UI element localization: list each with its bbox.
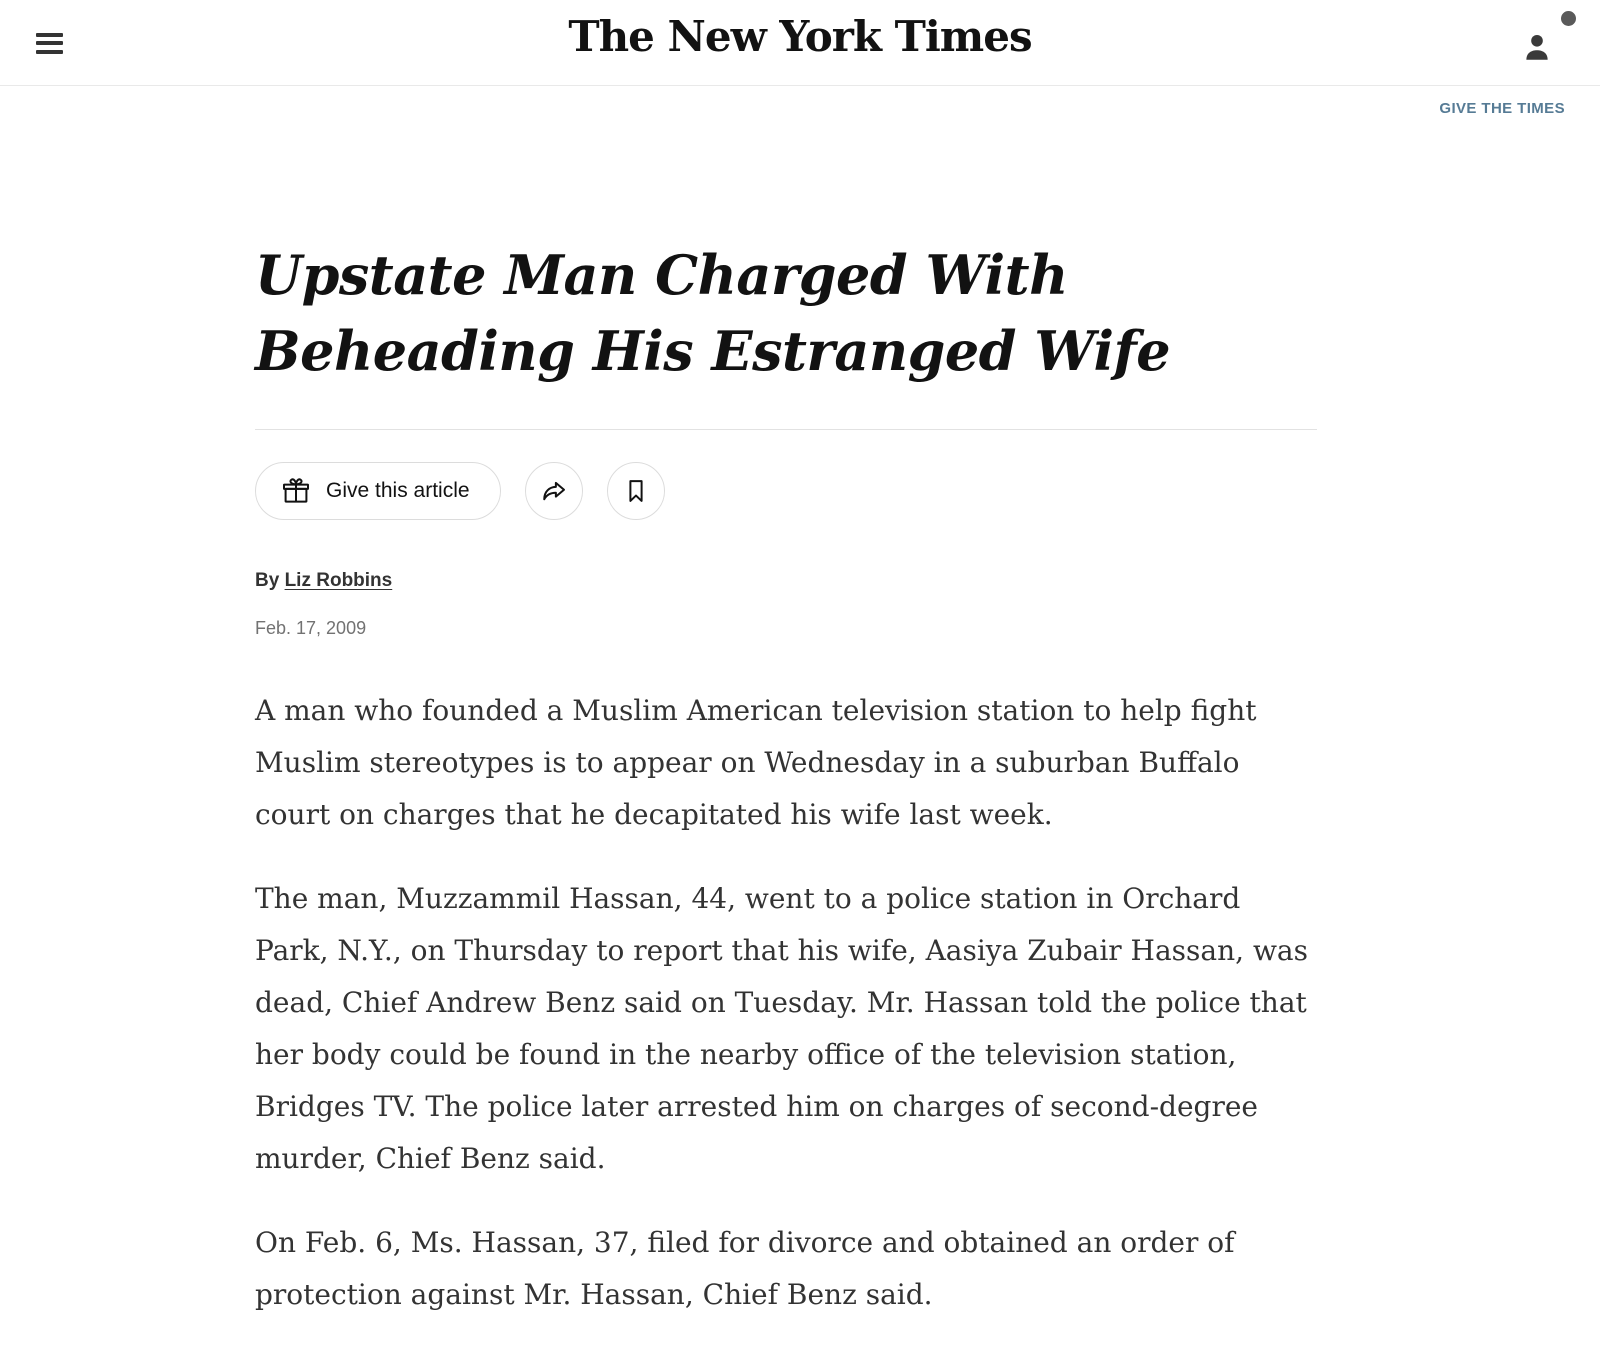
article-body [255, 685, 1317, 1321]
account-icon [1520, 30, 1554, 64]
top-navigation-bar [0, 0, 1600, 86]
byline [255, 570, 1317, 592]
gift-icon [280, 475, 312, 507]
author-link[interactable]: Liz Robbins [284, 570, 393, 592]
article-actions [255, 462, 1317, 520]
bookmark-button[interactable] [607, 462, 665, 520]
article-paragraph: The man, Muzzammil Hassan, 44, went to a police station in Orchard Park, N.Y., on Thursday to report that his wife, Aasiya Zubair Hassan, was dead, Chief Andrew Benz said on Tuesday. Mr. Hassan told the police that her body could be found in the nearby office of the television station, Bridges TV. The police later arrested him on charges of second-degree murder, Chief Benz said. [255, 882, 1308, 1176]
share-icon [539, 476, 569, 506]
publication-date: Feb. 17, 2009 [255, 618, 367, 639]
account-button[interactable] [1520, 20, 1560, 66]
share-button[interactable] [525, 462, 583, 520]
nyt-logo[interactable]: The New York Times [568, 12, 1032, 61]
article-paragraph: On Feb. 6, Ms. Hassan, 37, filed for divorce and obtained an order of protection against Mr. Hassan, Chief Benz said. [255, 1226, 1235, 1312]
notification-dot [1561, 11, 1576, 26]
sub-header [0, 86, 1600, 126]
headline-divider [255, 429, 1317, 430]
byline-prefix: By [255, 570, 285, 592]
give-article-label: Give this article [326, 479, 470, 503]
give-the-times-link[interactable]: GIVE THE TIMES [1439, 100, 1565, 117]
give-article-button[interactable] [255, 462, 501, 520]
article-headline: Upstate Man Charged With Beheading His Estranged Wife [255, 243, 1171, 383]
bookmark-icon [622, 477, 650, 505]
article-paragraph: A man who founded a Muslim American television station to help fight Muslim stereotypes is to appear on Wednesday in a suburban Buffalo court on charges that he decapitated his wife last week. [255, 694, 1257, 832]
article-content [255, 238, 1317, 1321]
